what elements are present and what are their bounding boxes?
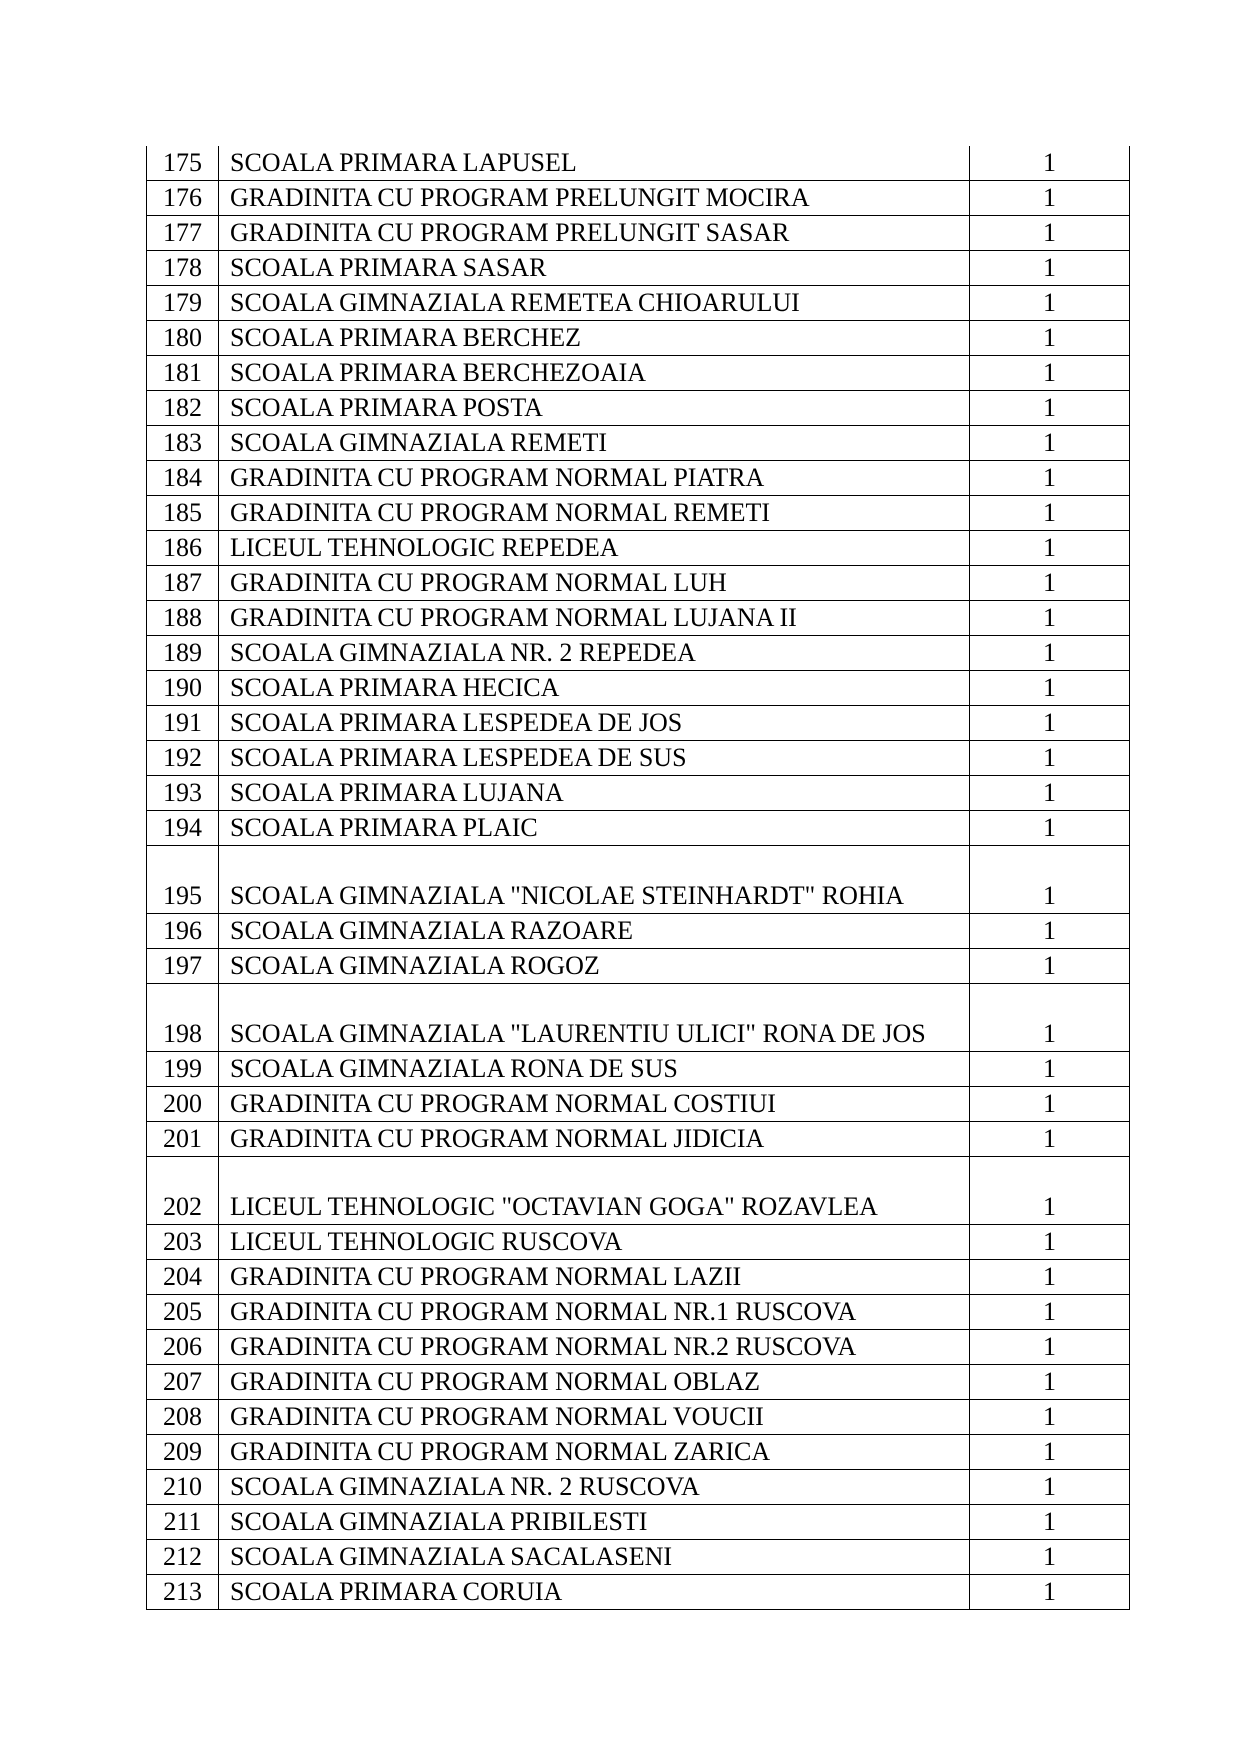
table-row xyxy=(147,181,1130,216)
school-name-cell: SCOALA GIMNAZIALA PRIBILESTI xyxy=(219,1505,970,1540)
school-name-cell: SCOALA PRIMARA LESPEDEA DE SUS xyxy=(219,741,970,776)
row-number-cell: 180 xyxy=(147,321,219,356)
row-number-cell: 197 xyxy=(147,949,219,984)
quantity-cell: 1 xyxy=(970,496,1130,531)
row-number-cell: 176 xyxy=(147,181,219,216)
school-name-cell: GRADINITA CU PROGRAM NORMAL NR.2 RUSCOVA xyxy=(219,1330,970,1365)
row-number-cell: 202 xyxy=(147,1157,219,1225)
quantity-cell: 1 xyxy=(970,1225,1130,1260)
row-number-cell: 184 xyxy=(147,461,219,496)
row-number-cell: 191 xyxy=(147,706,219,741)
table-body xyxy=(147,146,1130,1610)
quantity-cell: 1 xyxy=(970,1087,1130,1122)
row-number-cell: 186 xyxy=(147,531,219,566)
schools-table xyxy=(146,146,1130,1610)
school-name-cell: GRADINITA CU PROGRAM NORMAL LUH xyxy=(219,566,970,601)
school-name-cell: SCOALA GIMNAZIALA ROGOZ xyxy=(219,949,970,984)
school-name-cell: GRADINITA CU PROGRAM NORMAL LAZII xyxy=(219,1260,970,1295)
table-row xyxy=(147,1400,1130,1435)
row-number-cell: 177 xyxy=(147,216,219,251)
school-name-cell: SCOALA PRIMARA SASAR xyxy=(219,251,970,286)
table-row xyxy=(147,601,1130,636)
table-row xyxy=(147,461,1130,496)
table-row xyxy=(147,846,1130,914)
table-row xyxy=(147,146,1130,181)
table-row xyxy=(147,1260,1130,1295)
school-name-cell: SCOALA PRIMARA POSTA xyxy=(219,391,970,426)
quantity-cell: 1 xyxy=(970,461,1130,496)
row-number-cell: 193 xyxy=(147,776,219,811)
school-name-cell: SCOALA PRIMARA HECICA xyxy=(219,671,970,706)
quantity-cell: 1 xyxy=(970,706,1130,741)
table-row xyxy=(147,811,1130,846)
row-number-cell: 182 xyxy=(147,391,219,426)
row-number-cell: 212 xyxy=(147,1540,219,1575)
quantity-cell: 1 xyxy=(970,636,1130,671)
quantity-cell: 1 xyxy=(970,321,1130,356)
table-row xyxy=(147,949,1130,984)
school-name-cell: SCOALA GIMNAZIALA RAZOARE xyxy=(219,914,970,949)
table-row xyxy=(147,1295,1130,1330)
table-row xyxy=(147,251,1130,286)
quantity-cell: 1 xyxy=(970,914,1130,949)
quantity-cell: 1 xyxy=(970,1470,1130,1505)
table-row xyxy=(147,1122,1130,1157)
table-row xyxy=(147,1330,1130,1365)
table-row xyxy=(147,1575,1130,1610)
school-name-cell: SCOALA GIMNAZIALA "LAURENTIU ULICI" RONA DE JOS xyxy=(219,984,970,1052)
quantity-cell: 1 xyxy=(970,391,1130,426)
quantity-cell: 1 xyxy=(970,1260,1130,1295)
row-number-cell: 211 xyxy=(147,1505,219,1540)
school-name-cell: SCOALA GIMNAZIALA "NICOLAE STEINHARDT" ROHIA xyxy=(219,846,970,914)
quantity-cell: 1 xyxy=(970,1122,1130,1157)
school-name-cell: SCOALA PRIMARA LAPUSEL xyxy=(219,146,970,181)
quantity-cell: 1 xyxy=(970,1540,1130,1575)
quantity-cell: 1 xyxy=(970,1435,1130,1470)
school-name-cell: LICEUL TEHNOLOGIC "OCTAVIAN GOGA" ROZAVLEA xyxy=(219,1157,970,1225)
school-name-cell: GRADINITA CU PROGRAM NORMAL PIATRA xyxy=(219,461,970,496)
table-row xyxy=(147,391,1130,426)
quantity-cell: 1 xyxy=(970,984,1130,1052)
school-name-cell: SCOALA GIMNAZIALA NR. 2 RUSCOVA xyxy=(219,1470,970,1505)
quantity-cell: 1 xyxy=(970,776,1130,811)
quantity-cell: 1 xyxy=(970,1157,1130,1225)
school-name-cell: GRADINITA CU PROGRAM PRELUNGIT SASAR xyxy=(219,216,970,251)
quantity-cell: 1 xyxy=(970,601,1130,636)
table-row xyxy=(147,1435,1130,1470)
school-name-cell: GRADINITA CU PROGRAM NORMAL REMETI xyxy=(219,496,970,531)
row-number-cell: 179 xyxy=(147,286,219,321)
table-row xyxy=(147,636,1130,671)
quantity-cell: 1 xyxy=(970,566,1130,601)
row-number-cell: 199 xyxy=(147,1052,219,1087)
quantity-cell: 1 xyxy=(970,741,1130,776)
table-row xyxy=(147,356,1130,391)
school-name-cell: SCOALA GIMNAZIALA REMETI xyxy=(219,426,970,461)
quantity-cell: 1 xyxy=(970,1575,1130,1610)
school-name-cell: SCOALA PRIMARA BERCHEZ xyxy=(219,321,970,356)
row-number-cell: 196 xyxy=(147,914,219,949)
row-number-cell: 205 xyxy=(147,1295,219,1330)
school-name-cell: SCOALA PRIMARA CORUIA xyxy=(219,1575,970,1610)
school-name-cell: SCOALA GIMNAZIALA REMETEA CHIOARULUI xyxy=(219,286,970,321)
row-number-cell: 187 xyxy=(147,566,219,601)
quantity-cell: 1 xyxy=(970,1365,1130,1400)
row-number-cell: 200 xyxy=(147,1087,219,1122)
row-number-cell: 183 xyxy=(147,426,219,461)
quantity-cell: 1 xyxy=(970,356,1130,391)
quantity-cell: 1 xyxy=(970,1295,1130,1330)
quantity-cell: 1 xyxy=(970,426,1130,461)
school-name-cell: GRADINITA CU PROGRAM NORMAL NR.1 RUSCOVA xyxy=(219,1295,970,1330)
table-row xyxy=(147,1505,1130,1540)
quantity-cell: 1 xyxy=(970,1505,1130,1540)
row-number-cell: 204 xyxy=(147,1260,219,1295)
quantity-cell: 1 xyxy=(970,146,1130,181)
row-number-cell: 192 xyxy=(147,741,219,776)
school-name-cell: GRADINITA CU PROGRAM NORMAL VOUCII xyxy=(219,1400,970,1435)
school-name-cell: SCOALA GIMNAZIALA RONA DE SUS xyxy=(219,1052,970,1087)
row-number-cell: 188 xyxy=(147,601,219,636)
school-name-cell: GRADINITA CU PROGRAM PRELUNGIT MOCIRA xyxy=(219,181,970,216)
table-row xyxy=(147,496,1130,531)
row-number-cell: 190 xyxy=(147,671,219,706)
table-row xyxy=(147,776,1130,811)
quantity-cell: 1 xyxy=(970,1330,1130,1365)
quantity-cell: 1 xyxy=(970,811,1130,846)
table-row xyxy=(147,286,1130,321)
quantity-cell: 1 xyxy=(970,531,1130,566)
school-name-cell: SCOALA PRIMARA LUJANA xyxy=(219,776,970,811)
row-number-cell: 203 xyxy=(147,1225,219,1260)
row-number-cell: 194 xyxy=(147,811,219,846)
table-row xyxy=(147,426,1130,461)
school-name-cell: GRADINITA CU PROGRAM NORMAL JIDICIA xyxy=(219,1122,970,1157)
row-number-cell: 195 xyxy=(147,846,219,914)
school-name-cell: LICEUL TEHNOLOGIC RUSCOVA xyxy=(219,1225,970,1260)
quantity-cell: 1 xyxy=(970,181,1130,216)
table-row xyxy=(147,671,1130,706)
table-row xyxy=(147,1157,1130,1225)
quantity-cell: 1 xyxy=(970,846,1130,914)
table-row xyxy=(147,321,1130,356)
table-row xyxy=(147,706,1130,741)
quantity-cell: 1 xyxy=(970,1052,1130,1087)
table-row xyxy=(147,914,1130,949)
quantity-cell: 1 xyxy=(970,949,1130,984)
row-number-cell: 185 xyxy=(147,496,219,531)
table-row xyxy=(147,1087,1130,1122)
school-name-cell: GRADINITA CU PROGRAM NORMAL LUJANA II xyxy=(219,601,970,636)
school-name-cell: SCOALA GIMNAZIALA SACALASENI xyxy=(219,1540,970,1575)
quantity-cell: 1 xyxy=(970,251,1130,286)
table-row xyxy=(147,216,1130,251)
school-name-cell: SCOALA PRIMARA BERCHEZOAIA xyxy=(219,356,970,391)
quantity-cell: 1 xyxy=(970,286,1130,321)
school-name-cell: SCOALA PRIMARA PLAIC xyxy=(219,811,970,846)
school-name-cell: GRADINITA CU PROGRAM NORMAL ZARICA xyxy=(219,1435,970,1470)
table-row xyxy=(147,1225,1130,1260)
table-row xyxy=(147,531,1130,566)
school-name-cell: GRADINITA CU PROGRAM NORMAL OBLAZ xyxy=(219,1365,970,1400)
row-number-cell: 175 xyxy=(147,146,219,181)
row-number-cell: 189 xyxy=(147,636,219,671)
row-number-cell: 201 xyxy=(147,1122,219,1157)
table-row xyxy=(147,1470,1130,1505)
quantity-cell: 1 xyxy=(970,1400,1130,1435)
table-row xyxy=(147,984,1130,1052)
row-number-cell: 198 xyxy=(147,984,219,1052)
table-row xyxy=(147,1540,1130,1575)
quantity-cell: 1 xyxy=(970,216,1130,251)
table-row xyxy=(147,1052,1130,1087)
school-name-cell: SCOALA GIMNAZIALA NR. 2 REPEDEA xyxy=(219,636,970,671)
row-number-cell: 178 xyxy=(147,251,219,286)
row-number-cell: 209 xyxy=(147,1435,219,1470)
table-row xyxy=(147,741,1130,776)
row-number-cell: 213 xyxy=(147,1575,219,1610)
table-row xyxy=(147,566,1130,601)
school-name-cell: LICEUL TEHNOLOGIC REPEDEA xyxy=(219,531,970,566)
school-name-cell: GRADINITA CU PROGRAM NORMAL COSTIUI xyxy=(219,1087,970,1122)
row-number-cell: 207 xyxy=(147,1365,219,1400)
row-number-cell: 208 xyxy=(147,1400,219,1435)
school-name-cell: SCOALA PRIMARA LESPEDEA DE JOS xyxy=(219,706,970,741)
table-row xyxy=(147,1365,1130,1400)
quantity-cell: 1 xyxy=(970,671,1130,706)
row-number-cell: 210 xyxy=(147,1470,219,1505)
row-number-cell: 206 xyxy=(147,1330,219,1365)
row-number-cell: 181 xyxy=(147,356,219,391)
